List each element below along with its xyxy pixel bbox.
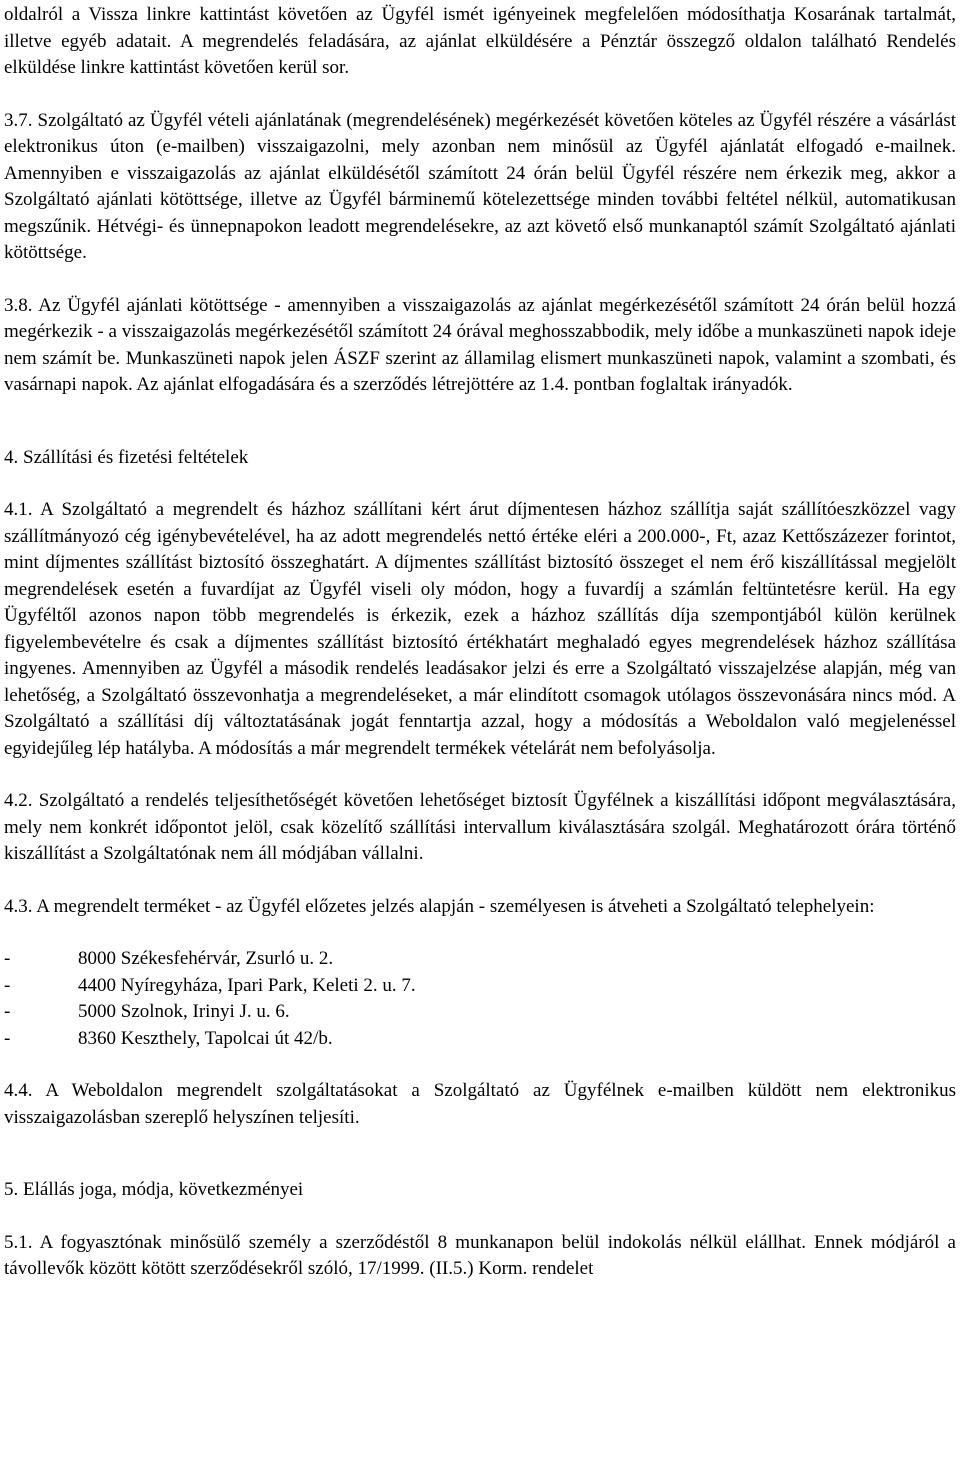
spacer <box>4 920 956 946</box>
address-list <box>4 946 956 1052</box>
spacer <box>4 1131 956 1177</box>
spacer <box>4 82 956 108</box>
list-dash: - <box>4 1027 11 1049</box>
paragraph-4-1: 4.1. A Szolgáltató a megrendelt és házhoz szállítani kért árut díjmentesen házhoz szállítja saját szállítóeszközzel vagy szállítmányozó cég igénybevételével, ha az adott megrendelés nettó értéke eléri a 200.000-, Ft, azaz Kettőszázezer forintot, mint díjmentes szállítást biztosító összeghatárt. A díjmentes szállítást biztosító összeget el nem érő kiszállítással megjelölt megrendelések esetén a fuvardíjat az Ügyfél viseli oly módon, hogy a fuvardíj a számlán feltüntetésre kerül. Ha egy Ügyféltől azonos napon több megrendelés is érkezik, ezek a házhoz szállítás díja szempontjából külön kerülnek figyelembevételre és csak a díjmentes szállítást biztosító értékhatárt meghaladó egyes megrendelések házhoz szállítása ingyenes. Amennyiben az Ügyfél a második rendelés leadásakor jelzi és erre a Szolgáltató visszajelzése alapján, még van lehetőség, a Szolgáltató összevonhatja a megrendeléseket, a már elindított csomagok utólagos összevonására nincs mód. A Szolgáltató a szállítási díj változtatásának jogát fenntartja azzal, hogy a módosítás a Weboldalon való megjelenéssel egyidejűleg lép hatályba. A módosítás a már megrendelt termékek vételárát nem befolyásolja. <box>4 499 956 759</box>
paragraph-3-8: 3.8. Az Ügyfél ajánlati kötöttsége - amennyiben a visszaigazolás az ajánlat megérkezésétől számított 24 órán belül hozzá megérkezik - a visszaigazolás megérkezésétől számított 24 órával meghosszabbodik, mely időbe a munkaszüneti napok ideje nem számít be. Munkaszüneti napok jelen ÁSZF szerint az államilag elismert munkaszüneti napok, valamint a szombati, és vasárnapi napok. Az ajánlat elfogadására és a szerződés létrejöttére az 1.4. pontban foglaltak irányadók. <box>4 294 956 395</box>
spacer <box>4 267 956 293</box>
spacer <box>4 762 956 788</box>
paragraph-5-1: 5.1. A fogyasztónak minősülő személy a szerződéstől 8 munkanapon belül indokolás nélkül elállhat. Ennek módjáról a távollevők között kötött szerződésekről szóló, 17/1999. (II.5.) Korm. rendelet <box>4 1231 956 1279</box>
paragraph-4-2: 4.2. Szolgáltató a rendelés teljesíthetőségét követően lehetőséget biztosít Ügyfélnek a kiszállítási időpont megválasztására, mely nem konkrét időpontot jelöl, csak közelítő szállítási intervallum kiválasztására szolgál. Meghatározott órára történő kiszállítást a Szolgáltatónak nem áll módjában vállalni. <box>4 790 956 864</box>
address-item <box>4 973 956 1000</box>
section-5-heading: 5. Elállás joga, módja, következményei <box>4 1179 304 1200</box>
spacer <box>4 399 956 445</box>
spacer <box>4 868 956 894</box>
address-text: 5000 Szolnok, Irinyi J. u. 6. <box>78 1001 290 1022</box>
spacer <box>4 1052 956 1078</box>
intro-paragraph: oldalról a Vissza linkre kattintást követően az Ügyfél ismét igényeinek megfelelően módosíthatja Kosarának tartalmát, illetve egyéb adatait. A megrendelés feladására, az ajánlat elküldésére a Pénztár összegző oldalon található Rendelés elküldése linkre kattintást követően kerül sor. <box>4 4 956 78</box>
section-4-heading: 4. Szállítási és fizetési feltételek <box>4 446 249 468</box>
paragraph-4-3: 4.3. A megrendelt terméket - az Ügyfél előzetes jelzés alapján - személyesen is átveheti a Szolgáltató telephelyein: <box>4 895 875 917</box>
address-text: 8360 Keszthely, Tapolcai út 42/b. <box>78 1027 333 1049</box>
list-dash: - <box>4 1001 11 1022</box>
paragraph-3-7: 3.7. Szolgáltató az Ügyfél vételi ajánlatának (megrendelésének) megérkezését követően köteles az Ügyfél részére a vásárlást elektronikus úton (e-mailben) visszaigazolni, mely azonban nem minősül az Ügyfél ajánlatát elfogadó e-mailnek. Amennyiben e visszaigazolás az ajánlat elküldésétől számított 24 órán belül Ügyfél részére nem érkezik meg, akkor a Szolgáltató ajánlati kötöttsége, illetve az Ügyfél bárminemű kötelezettsége minden további feltétel nélkül, automatikusan megszűnik. Hétvégi- és ünnepnapokon leadott megrendelésekre, az azt követő első munkanaptól számít Szolgáltató ajánlati kötöttsége. <box>4 109 956 263</box>
list-dash: - <box>4 974 11 996</box>
list-dash: - <box>4 948 11 969</box>
address-text: 8000 Székesfehérvár, Zsurló u. 2. <box>78 948 334 969</box>
address-item <box>4 999 956 1026</box>
address-item <box>4 1026 956 1053</box>
address-item <box>4 946 956 973</box>
paragraph-4-4: 4.4. A Weboldalon megrendelt szolgáltatásokat a Szolgáltató az Ügyfélnek e-mailben küldött nem elektronikus visszaigazolásban szereplő helyszínen teljesíti. <box>4 1080 956 1128</box>
document-page <box>4 2 956 1283</box>
spacer <box>4 471 956 497</box>
spacer <box>4 1204 956 1230</box>
address-text: 4400 Nyíregyháza, Ipari Park, Keleti 2. u. 7. <box>78 974 416 996</box>
